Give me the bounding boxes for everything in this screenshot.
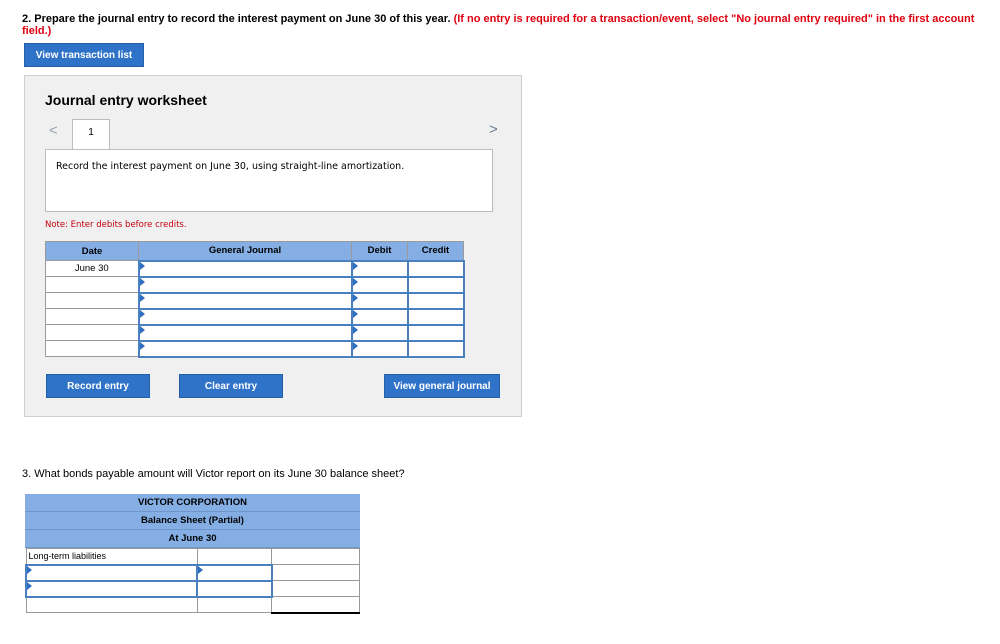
dropdown-arrow-icon bbox=[140, 278, 145, 286]
balance-sheet-table bbox=[25, 548, 360, 614]
table-row bbox=[26, 565, 360, 581]
dropdown-arrow-icon bbox=[353, 278, 358, 286]
journal-entry-worksheet bbox=[24, 75, 522, 417]
dropdown-arrow-icon bbox=[27, 566, 32, 574]
balance-cell bbox=[26, 597, 197, 613]
question-3-text: 3. What bonds payable amount will Victor report on its June 30 balance sheet? bbox=[22, 468, 405, 480]
record-entry-button[interactable]: Record entry bbox=[46, 374, 150, 398]
dropdown-arrow-icon bbox=[140, 262, 145, 270]
general-journal-select[interactable] bbox=[139, 325, 352, 341]
balance-cell bbox=[272, 565, 360, 581]
debit-input[interactable] bbox=[352, 341, 408, 357]
dropdown-arrow-icon bbox=[353, 294, 358, 302]
table-row bbox=[46, 261, 464, 277]
general-journal-select[interactable] bbox=[139, 293, 352, 309]
date-cell bbox=[46, 293, 139, 309]
journal-table-body bbox=[46, 261, 464, 357]
chevron-left-icon[interactable]: < bbox=[49, 122, 58, 139]
column-header-credit: Credit bbox=[408, 242, 464, 261]
question-3 bbox=[22, 468, 405, 480]
chevron-right-icon[interactable]: > bbox=[489, 121, 498, 138]
debit-input[interactable] bbox=[352, 261, 408, 277]
question-2 bbox=[22, 13, 1000, 37]
question-2-note: (If no entry is required for a transaction/event, select "No journal entry required" in the first account field.) bbox=[22, 13, 975, 37]
instruction-text: Record the interest payment on June 30, using straight-line amortization. bbox=[56, 161, 405, 172]
balance-sheet-title: Balance Sheet (Partial) bbox=[25, 512, 360, 530]
balance-amount-input[interactable] bbox=[197, 581, 272, 597]
credit-input[interactable] bbox=[408, 325, 464, 341]
general-journal-select[interactable] bbox=[139, 277, 352, 293]
dropdown-arrow-icon bbox=[140, 294, 145, 302]
debit-credit-note: Note: Enter debits before credits. bbox=[45, 220, 187, 230]
table-row bbox=[46, 277, 464, 293]
dropdown-arrow-icon bbox=[353, 262, 358, 270]
journal-table bbox=[45, 241, 465, 358]
table-row bbox=[46, 293, 464, 309]
balance-amount-input[interactable] bbox=[197, 565, 272, 581]
date-cell: June 30 bbox=[46, 261, 139, 277]
debit-input[interactable] bbox=[352, 293, 408, 309]
balance-sheet-company: VICTOR CORPORATION bbox=[25, 494, 360, 512]
view-general-journal-button[interactable]: View general journal bbox=[384, 374, 500, 398]
worksheet-title: Journal entry worksheet bbox=[45, 92, 207, 108]
long-term-liabilities-label: Long-term liabilities bbox=[26, 549, 197, 565]
debit-input[interactable] bbox=[352, 325, 408, 341]
dropdown-arrow-icon bbox=[27, 582, 32, 590]
credit-input[interactable] bbox=[408, 277, 464, 293]
view-transaction-list-button[interactable]: View transaction list bbox=[24, 43, 144, 67]
balance-sheet-date: At June 30 bbox=[25, 530, 360, 548]
table-row bbox=[46, 341, 464, 357]
table-row bbox=[46, 309, 464, 325]
table-row bbox=[26, 597, 360, 613]
credit-input[interactable] bbox=[408, 309, 464, 325]
balance-total-input[interactable] bbox=[272, 597, 360, 613]
general-journal-select[interactable] bbox=[139, 309, 352, 325]
dropdown-arrow-icon bbox=[353, 326, 358, 334]
date-cell bbox=[46, 341, 139, 357]
column-header-date: Date bbox=[46, 242, 139, 261]
balance-cell bbox=[197, 549, 272, 565]
balance-account-select[interactable] bbox=[26, 581, 197, 597]
date-cell bbox=[46, 325, 139, 341]
question-2-text: 2. Prepare the journal entry to record the interest payment on June 30 of this year. bbox=[22, 13, 451, 25]
dropdown-arrow-icon bbox=[140, 342, 145, 350]
column-header-debit: Debit bbox=[352, 242, 408, 261]
date-cell bbox=[46, 309, 139, 325]
dropdown-arrow-icon bbox=[140, 310, 145, 318]
dropdown-arrow-icon bbox=[353, 310, 358, 318]
table-row bbox=[26, 581, 360, 597]
credit-input[interactable] bbox=[408, 341, 464, 357]
clear-entry-button[interactable]: Clear entry bbox=[179, 374, 283, 398]
date-cell bbox=[46, 277, 139, 293]
debit-input[interactable] bbox=[352, 277, 408, 293]
tab-1[interactable]: 1 bbox=[72, 119, 110, 150]
column-header-general-journal: General Journal bbox=[139, 242, 352, 261]
instruction-box bbox=[45, 149, 493, 212]
credit-input[interactable] bbox=[408, 293, 464, 309]
general-journal-select[interactable] bbox=[139, 341, 352, 357]
balance-cell bbox=[272, 581, 360, 597]
balance-cell bbox=[197, 597, 272, 613]
general-journal-select[interactable] bbox=[139, 261, 352, 277]
dropdown-arrow-icon bbox=[140, 326, 145, 334]
balance-cell bbox=[272, 549, 360, 565]
debit-input[interactable] bbox=[352, 309, 408, 325]
table-row bbox=[26, 549, 360, 565]
balance-sheet bbox=[25, 494, 360, 614]
table-row bbox=[46, 325, 464, 341]
credit-input[interactable] bbox=[408, 261, 464, 277]
dropdown-arrow-icon bbox=[198, 566, 203, 574]
balance-account-select[interactable] bbox=[26, 565, 197, 581]
dropdown-arrow-icon bbox=[353, 342, 358, 350]
